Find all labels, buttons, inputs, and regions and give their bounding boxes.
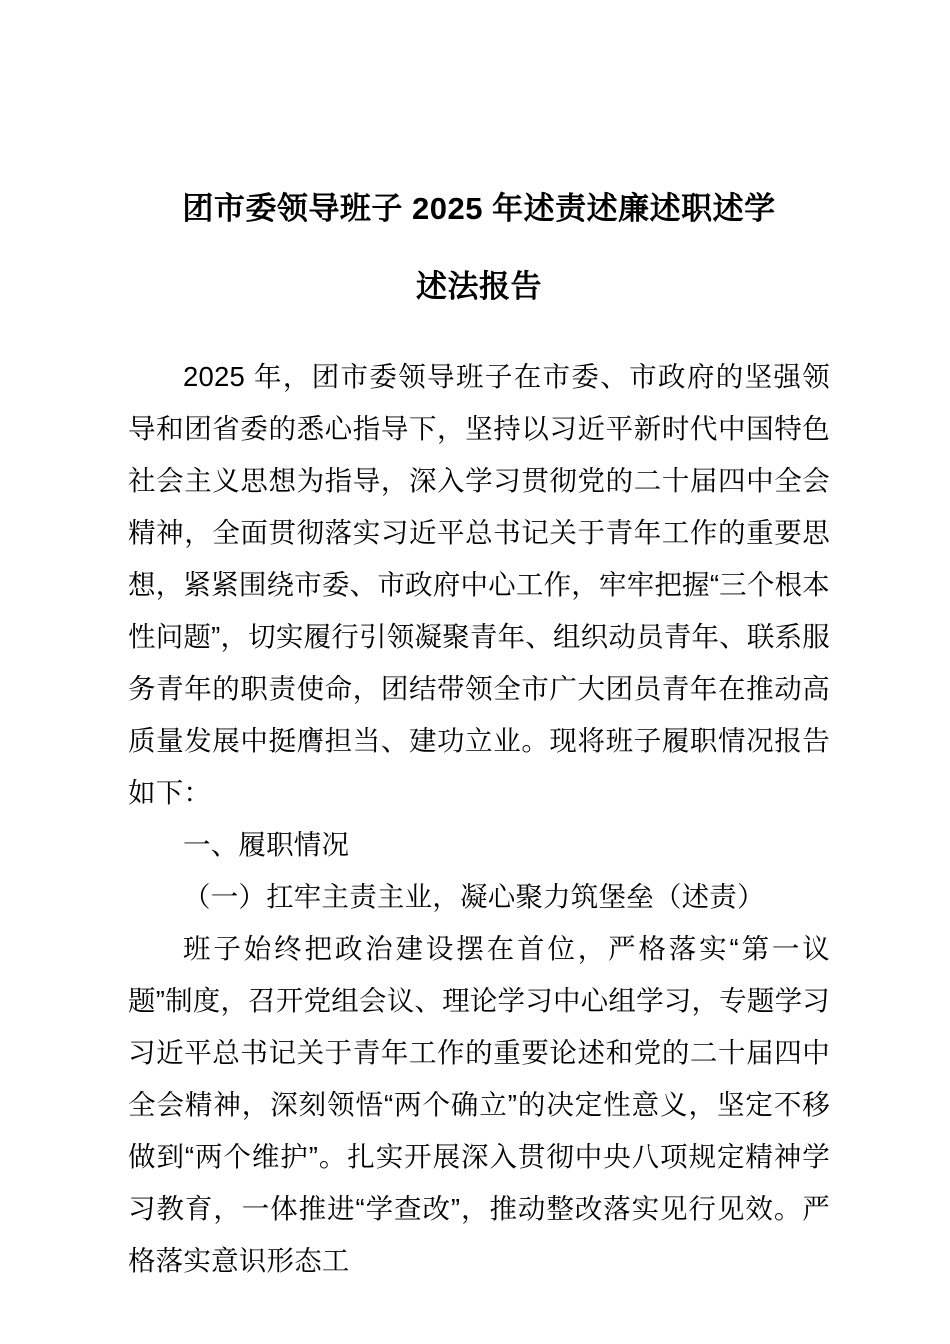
document-body bbox=[128, 0, 830, 1287]
section-heading-2: （一）扛牢主责主业，凝心聚力筑堡垒（述责） bbox=[183, 881, 765, 912]
title-line-1: 团市委领导班子 2025 年述责述廉述职述学 bbox=[182, 191, 776, 226]
paragraph-body-2: 班子始终把政治建设摆在首位，严格落实“第一议题”制度，召开党组会议、理论学习中心组学习，专题学习习近平总书记关于青年工作的重要论述和党的二十届四中全会精神，深刻领悟“两个确立”的决定性意义，坚定不移做到“两个维护”。扎实开展深入贯彻中央八项规定精神学习教育，一体推进“学查改”，推动整改落实见行见效。严格落实意识形态工 bbox=[128, 933, 830, 1276]
title-line-2: 述法报告 bbox=[416, 269, 542, 304]
paragraph-intro: 2025 年，团市委领导班子在市委、市政府的坚强领导和团省委的悉心指导下，坚持以习近平新时代中国特色社会主义思想为指导，深入学习贯彻党的二十届四中全会精神，全面贯彻落实习近平总书记关于青年工作的重要思想，紧紧围绕市委、市政府中心工作，牢牢把握“三个根本性问题”，切实履行引领凝聚青年、组织动员青年、联系服务青年的职责使命，团结带领全市广大团员青年在推动高质量发展中挺膺担当、建功立业。现将班子履职情况报告如下： bbox=[128, 361, 830, 808]
page-title bbox=[128, 0, 830, 326]
section-heading-1: 一、履职情况 bbox=[183, 829, 350, 860]
